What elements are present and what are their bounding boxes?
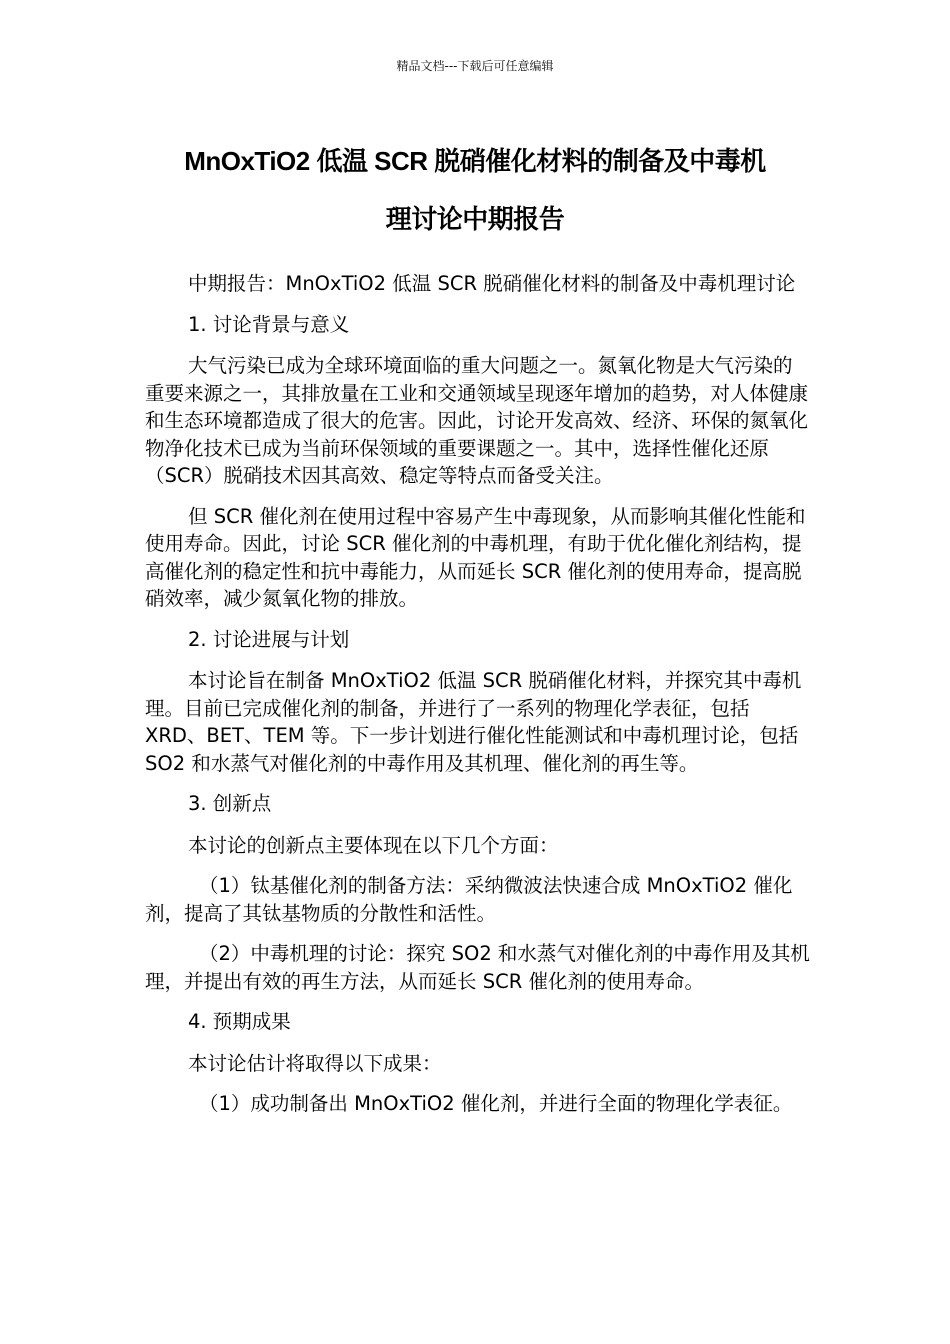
section-heading-innovation: 3. 创新点 xyxy=(188,792,272,815)
section-heading-progress: 2. 讨论进展与计划 xyxy=(188,627,350,651)
document-title xyxy=(100,132,850,248)
document-title-line-1: MnOxTiO2 低温 SCR 脱硝催化材料的制备及中毒机 xyxy=(184,146,766,176)
section-heading-expected-results: 4. 预期成果 xyxy=(188,1010,291,1033)
expected-results-item-1: （1）成功制备出 MnOxTiO2 催化剂，并进行全面的物理化学表征。 xyxy=(199,1092,793,1115)
background-paragraph-1: 大气污染已成为全球环境面临的重大问题之一。氮氧化物是大气污染的重要来源之一，其排放量在工业和交通领域呈现逐年增加的趋势，对人体健康和生态环境都造成了很大的危害。因此，讨论开发高效、经济、环保的氮氧化物净化技术已成为当前环保领域的重要课题之一。其中，选择性催化还原（SCR）脱硝技术因其高效、稳定等特点而备受关注。 xyxy=(145,354,809,487)
innovation-intro: 本讨论的创新点主要体现在以下几个方面： xyxy=(188,833,559,857)
section-heading-background: 1. 讨论背景与意义 xyxy=(188,312,350,336)
innovation-item-1: （1）钛基催化剂的制备方法：采纳微波法快速合成 MnOxTiO2 催化剂，提高了其钛基物质的分散性和活性。 xyxy=(145,874,793,925)
innovation-item-2: （2）中毒机理的讨论：探究 SO2 和水蒸气对催化剂的中毒作用及其机理，并提出有效的再生方法，从而延长 SCR 催化剂的使用寿命。 xyxy=(145,942,810,993)
page-header-note: 精品文档---下载后可任意编辑 xyxy=(396,59,554,73)
expected-results-intro: 本讨论估计将取得以下成果： xyxy=(188,1051,442,1075)
intro-paragraph: 中期报告：MnOxTiO2 低温 SCR 脱硝催化材料的制备及中毒机理讨论 xyxy=(188,272,796,295)
background-paragraph-2: 但 SCR 催化剂在使用过程中容易产生中毒现象，从而影响其催化性能和使用寿命。因此，讨论 SCR 催化剂的中毒机理，有助于优化催化剂结构，提高催化剂的稳定性和抗中毒能力，从而延长 SCR 催化剂的使用寿命，提高脱硝效率，减少氮氧化物的排放。 xyxy=(145,504,806,610)
progress-paragraph: 本讨论旨在制备 MnOxTiO2 低温 SCR 脱硝催化材料，并探究其中毒机理。目前已完成催化剂的制备，并进行了一系列的物理化学表征，包括 XRD、BET、TEM 等。下一步计划进行催化性能测试和中毒机理讨论，包括 SO2 和水蒸气对催化剂的中毒作用及其机理、催化剂的再生等。 xyxy=(145,669,802,775)
document-title-line-2: 理讨论中期报告 xyxy=(385,204,565,234)
document-body xyxy=(145,270,810,1131)
